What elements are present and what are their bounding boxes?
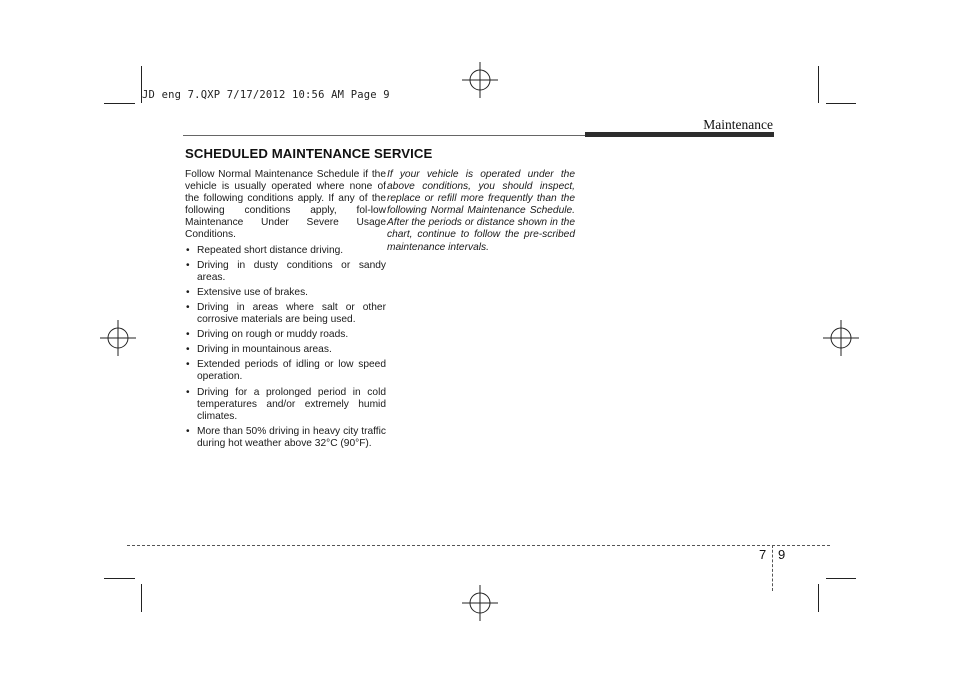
- list-item: • Driving on rough or muddy roads.: [186, 329, 349, 341]
- header-rule: [183, 135, 585, 136]
- crop-mark-top-right-vertical: [818, 66, 819, 103]
- header-rule-accent: [585, 132, 774, 137]
- page-number-divider: [772, 545, 773, 591]
- crop-mark-top-right-horizontal: [826, 103, 856, 104]
- list-item: • Extended periods of idling or low speed operation.: [186, 359, 386, 383]
- crop-mark-top-left-horizontal: [104, 103, 135, 104]
- right-column: [387, 169, 575, 254]
- conditions-list: [185, 245, 386, 450]
- chapter-number: 7: [759, 547, 767, 562]
- bullet-icon: •: [186, 329, 190, 341]
- bullet-icon: •: [186, 344, 190, 356]
- note-paragraph: If your vehicle is operated under the above conditions, you should inspect, replace or refill more frequently than the following Normal Maintenance Schedule. After the periods or distance shown in the chart, continue to follow the pre-scribed maintenance intervals.: [387, 169, 575, 253]
- bullet-icon: •: [186, 301, 190, 313]
- bullet-icon: •: [186, 286, 190, 298]
- registration-mark-top-icon: [462, 62, 498, 98]
- list-item: • Driving in dusty conditions or sandy areas.: [186, 259, 386, 283]
- crop-mark-bottom-left-horizontal: [104, 578, 135, 579]
- registration-mark-right-icon: [823, 320, 859, 356]
- footer-rule: [127, 545, 830, 546]
- list-item: • Repeated short distance driving.: [186, 244, 344, 256]
- crop-mark-bottom-right-vertical: [818, 584, 819, 612]
- section-header: Maintenance: [703, 117, 773, 132]
- print-slug: JD eng 7.QXP 7/17/2012 10:56 AM Page 9: [142, 89, 390, 101]
- left-column: [185, 169, 386, 450]
- bullet-icon: •: [186, 425, 190, 437]
- bullet-icon: •: [186, 359, 190, 371]
- crop-mark-bottom-left-vertical: [141, 584, 142, 612]
- list-item: • More than 50% driving in heavy city traffic during hot weather above 32°C (90°F).: [186, 425, 386, 449]
- page-title: SCHEDULED MAINTENANCE SERVICE: [185, 146, 433, 161]
- list-item: • Driving in mountainous areas.: [186, 344, 332, 356]
- list-item: • Extensive use of brakes.: [186, 286, 308, 298]
- page-number: 9: [778, 547, 786, 562]
- bullet-icon: •: [186, 386, 190, 398]
- bullet-icon: •: [186, 244, 190, 256]
- intro-paragraph: Follow Normal Maintenance Schedule if the vehicle is usually operated where none of the following conditions apply. If any of the following conditions apply, fol-low Maintenance Under Severe Usage Conditions.: [185, 169, 386, 241]
- crop-mark-bottom-right-horizontal: [826, 578, 856, 579]
- registration-mark-bottom-icon: [462, 585, 498, 621]
- list-item: • Driving in areas where salt or other corrosive materials are being used.: [186, 301, 386, 326]
- registration-mark-left-icon: [100, 320, 136, 356]
- crop-mark-top-left-vertical: [141, 66, 142, 103]
- list-item: • Driving for a prolonged period in cold temperatures and/or extremely humid climates.: [186, 386, 386, 422]
- bullet-icon: •: [186, 259, 190, 271]
